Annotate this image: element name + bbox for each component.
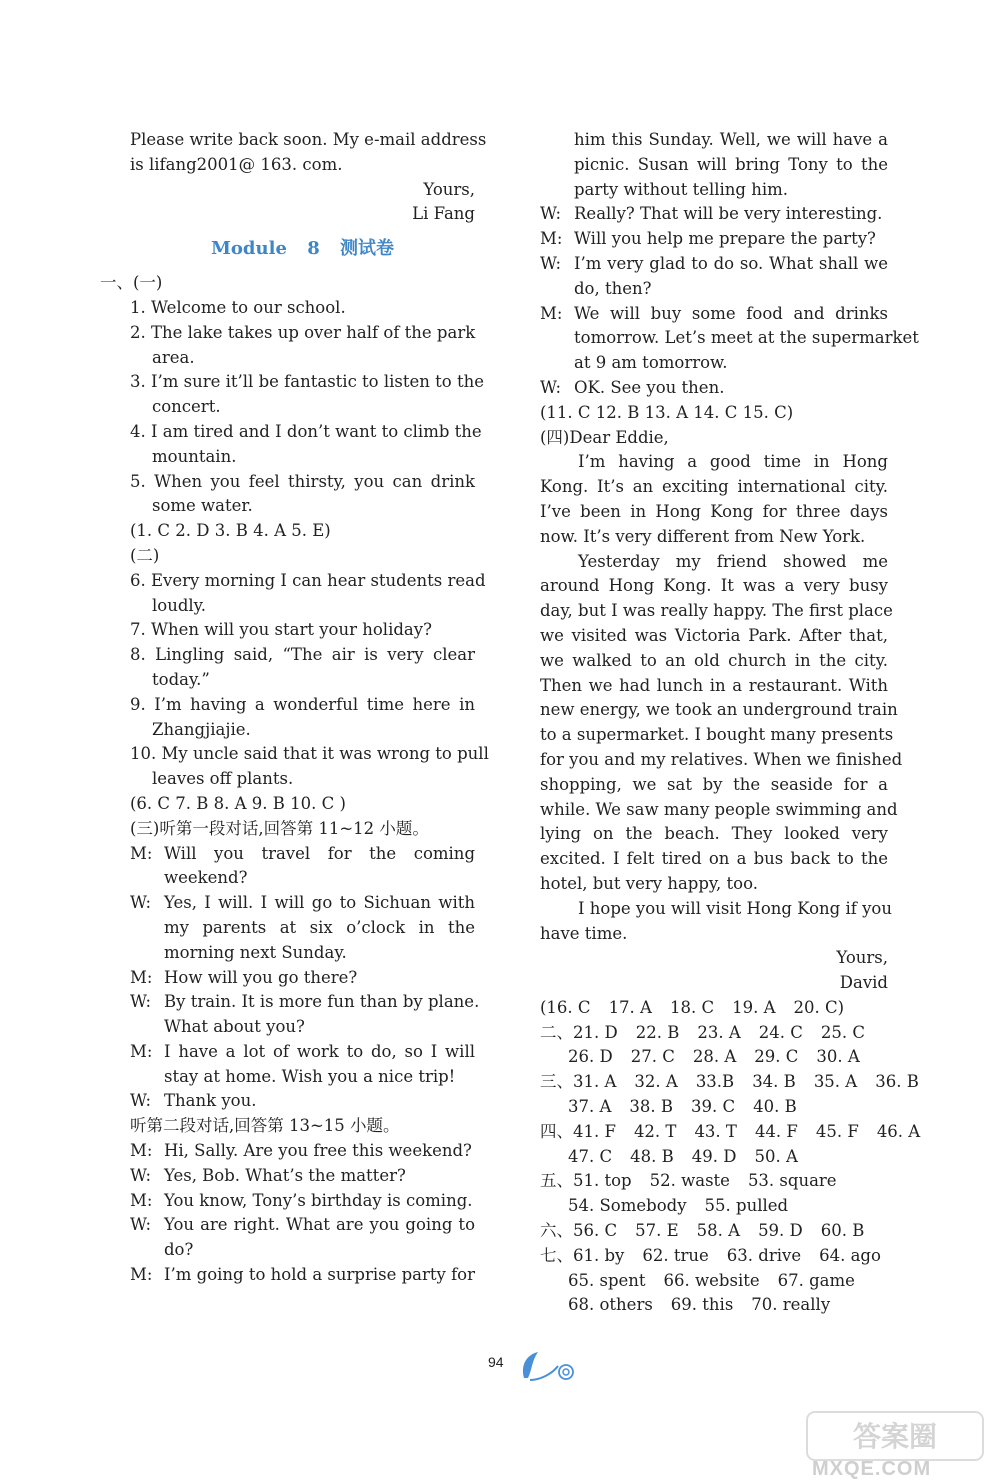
paragraph-line: I hope you will visit Hong Kong if you [578,898,892,918]
speaker-label [130,1238,164,1263]
answer-item: 42. T [633,1121,677,1141]
dialogue-text: What about you? [164,1017,305,1037]
dialogue-1 [130,842,480,1115]
section-7-answers [540,1244,888,1318]
answer-row [540,1269,888,1294]
paragraph-line: day, but I was really happy. The first place [540,601,893,621]
module-title-number: 8 [307,238,320,260]
answer-item: 50. A [754,1146,798,1166]
dialogue-line [130,966,475,991]
speaker-label: M: [130,843,153,863]
paragraph-line: hotel, but very happy, too. [540,873,758,893]
sub-section-4: (四)Dear Eddie, [540,427,669,447]
letter-end-line-1: Please write back soon. My e-mail address [130,130,487,149]
dialogue-line [540,277,888,302]
dialogue-line [540,326,919,351]
paragraph-line: shopping, we sat by the seaside for a [540,774,888,794]
answer-item: 三、31. A [540,1072,617,1092]
dialogue-2 [130,1139,475,1288]
dialogue-text: OK. See you then. [574,377,725,397]
question-3-line-2: concert. [152,397,221,417]
answer-item: 23. A [697,1022,741,1042]
answer-item: 47. C [568,1146,613,1166]
module-title-label: 测试卷 [340,238,394,260]
paragraph-line: Yesterday my friend showed me [578,551,888,571]
speaker-label [540,351,574,376]
dialogue-line [540,252,888,277]
speaker-label: M: [130,967,153,987]
dialogue-text: my parents at six o’clock in the [164,917,475,937]
dialogue-text: How will you go there? [164,967,358,987]
letter-paragraph-1 [540,450,888,549]
paragraph-line: lying on the beach. They looked very [540,824,888,844]
answer-item: 29. C [754,1047,799,1067]
answer-item: 68. others [568,1295,653,1315]
letter-paragraph-3 [540,897,892,947]
answer-item: 39. C [691,1097,736,1117]
dialogue-text: I have a lot of work to do, so I will [164,1041,475,1061]
question-2-line-2: area. [152,347,195,367]
answer-item: 63. drive [726,1245,802,1265]
answer-item: 24. C [758,1022,803,1042]
answer-item: 53. square [747,1171,837,1191]
paragraph-line: I’ve been in Hong Kong for three days [540,501,888,521]
dialogue-line [130,1189,475,1214]
module-title [130,227,475,271]
letter-paragraph-2 [540,550,903,897]
paragraph-line: new energy, we took an underground train [540,700,898,720]
answer-row [540,1070,919,1095]
answer-row [540,996,888,1021]
answer-item: 58. A [696,1221,741,1241]
section-6-answers [540,1219,888,1244]
question-9-line-2: Zhangjiajie. [152,719,251,739]
answer-item: 66. website [663,1270,760,1290]
answer-item: 36. B [875,1072,919,1092]
answer-item: 48. B [630,1146,674,1166]
speaker-label: W: [540,377,562,397]
question-4-line-2: mountain. [152,446,237,466]
answer-item: 45. F [815,1121,859,1141]
sub-section-3: (三)听第一段对话,回答第 11~12 小题。 [130,818,429,838]
question-10-line-2: leaves off plants. [152,769,294,789]
page-number: 94 [488,1354,504,1370]
dialogue-text: I’m going to hold a surprise party for [164,1265,475,1285]
answer-row [540,1145,888,1170]
section-1-header: 一、(一) [100,273,163,293]
dialogue-line [540,351,888,376]
answer-item: 25. C [820,1022,865,1042]
dialogue-text: Yes, I will. I will go to Sichuan with [164,893,475,913]
dialogue-line [130,891,475,916]
speaker-label [130,941,164,966]
paragraph-line: to a supermarket. I bought many presents [540,725,894,745]
dialogue-text: weekend? [164,868,248,888]
speaker-label [130,1015,164,1040]
dialogue-line [130,916,475,941]
answer-row [540,1021,888,1046]
answer-item: 26. D [568,1047,613,1067]
answer-item: 35. A [813,1072,858,1092]
question-9-line-1: 9. I’m having a wonderful time here in [130,694,475,714]
sub-section-3b: 听第二段对话,回答第 13~15 小题。 [130,1116,400,1136]
paragraph-line: have time. [540,923,628,943]
dialogue-line [540,376,888,401]
answer-item: 49. D [691,1146,737,1166]
answer-item: (16. C [540,997,591,1017]
answers-6-10: (6. C 7. B 8. A 9. B 10. C ) [130,793,346,813]
speaker-label: M: [130,1265,153,1285]
paragraph-line: for you and my relatives. When we finished [540,749,903,769]
answer-row [540,1120,921,1145]
dialogue-cont-line-2: picnic. Susan will bring Tony to the [574,154,888,174]
letter-end-line-2: is lifang2001@ 163. com. [130,154,343,174]
dialogue-line [130,1139,475,1164]
paragraph-line: I’m having a good time in Hong [578,452,888,472]
answer-item: 33.B [695,1072,735,1092]
dialogue-line [130,941,475,966]
watermark-logo-icon [805,1410,985,1462]
question-4-line-1: 4. I am tired and I don’t want to climb the [130,421,482,441]
dialogue-line [130,842,475,867]
speaker-label: W: [130,1165,152,1185]
answers-16-20 [540,996,888,1021]
dialogue-text: You are right. What are you going to [164,1215,475,1235]
dialogue-line [130,1238,475,1263]
answer-row [540,1045,888,1070]
answer-item: 30. A [816,1047,860,1067]
question-8-line-1: 8. Lingling said, “The air is very clear [130,645,475,665]
speaker-label: M: [130,1190,153,1210]
question-1: 1. Welcome to our school. [130,297,346,317]
answer-item: 44. F [754,1121,798,1141]
speaker-label: M: [130,1041,153,1061]
right-column [540,128,921,1318]
section-4-answers [540,1120,921,1170]
dialogue-line [130,1263,475,1288]
sub-section-2: (二) [130,545,160,565]
question-6-line-1: 6. Every morning I can hear students read [130,570,486,590]
answer-item: 65. spent [568,1270,646,1290]
answer-item: 32. A [634,1072,678,1092]
paragraph-line: we visited was Victoria Park. After that, [540,625,888,645]
dialogue-line [130,1040,475,1065]
answer-item: 64. ago [819,1245,881,1265]
dialogue-line [130,1015,475,1040]
paragraph-line: now. It’s very different from New York. [540,526,866,546]
answer-item: 69. this [670,1295,734,1315]
letter-closing-2: Yours, [836,948,888,968]
dialogue-text: By train. It is more fun than by plane. [164,992,480,1012]
speaker-label: W: [540,253,562,273]
dialogue-line [540,202,888,227]
dialogue-text: You know, Tony’s birthday is coming. [164,1190,473,1210]
question-5-line-1: 5. When you feel thirsty, you can drink [130,471,475,491]
answer-row [540,1169,888,1194]
letter-closing: Yours, [423,179,475,199]
left-column [100,128,489,1288]
answer-item: 19. A [732,997,776,1017]
section-3-answers [540,1070,919,1120]
dialogue-text: Really? That will be very interesting. [574,204,883,224]
answer-item: 五、51. top [540,1171,632,1191]
answer-item: 18. C [669,997,715,1017]
dialogue-line [540,227,888,252]
svg-text:答案圈: 答案圈 [852,1420,938,1453]
answer-item: 70. really [751,1295,831,1315]
answer-item: 62. true [642,1245,709,1265]
paragraph-line: Kong. It’s an exciting international city. [540,477,888,497]
answer-item: 四、41. F [540,1121,616,1141]
dialogue-line [540,302,888,327]
answer-item: 37. A [568,1097,612,1117]
answer-item: 60. B [820,1221,865,1241]
dialogue-cont-line-3: party without telling him. [574,179,789,199]
dialogue-text: morning next Sunday. [164,942,347,962]
answer-item: 59. D [758,1221,803,1241]
dialogue-line [130,990,480,1015]
speaker-label [130,916,164,941]
paragraph-line: excited. I felt tired on a bus back to the [540,849,888,869]
answer-item: 55. pulled [704,1196,789,1216]
answer-row [540,1194,888,1219]
speaker-label [130,1065,164,1090]
answer-item: 六、56. C [540,1221,618,1241]
dialogue-3 [540,202,919,400]
speaker-label: W: [130,1091,152,1111]
dialogue-line [130,1164,475,1189]
answer-item: 52. waste [649,1171,730,1191]
dialogue-text: Hi, Sally. Are you free this weekend? [164,1141,472,1161]
dialogue-line [130,1065,475,1090]
answer-item: 七、61. by [540,1245,625,1265]
question-8-line-2: today.” [152,669,210,689]
dialogue-text: do, then? [574,278,652,298]
dialogue-text: stay at home. Wish you a nice trip! [164,1066,456,1086]
answer-row [540,1219,888,1244]
dialogue-text: at 9 am tomorrow. [574,353,728,373]
dialogue-line [130,866,475,891]
answer-item: 67. game [777,1270,855,1290]
paragraph-line: around Hong Kong. It was a very busy [540,576,888,596]
dialogue-line [130,1213,475,1238]
answer-item: 二、21. D [540,1022,618,1042]
answers-11-15: (11. C 12. B 13. A 14. C 15. C) [540,402,794,422]
answer-item: 20. C) [793,997,845,1017]
answer-item: 40. B [753,1097,797,1117]
section-5-answers [540,1169,888,1219]
question-6-line-2: loudly. [152,595,207,615]
dialogue-text: Thank you. [164,1091,257,1111]
speaker-label: W: [130,893,152,913]
answer-item: 17. A [608,997,652,1017]
dialogue-text: Will you help me prepare the party? [574,229,876,249]
dialogue-text: do? [164,1240,194,1260]
letter-signature: Li Fang [412,204,475,224]
answer-item: 34. B [752,1072,796,1092]
answer-item: 46. A [876,1121,921,1141]
answers-1-5: (1. C 2. D 3. B 4. A 5. E) [130,521,331,541]
speaker-label: M: [540,303,563,323]
dialogue-text: Yes, Bob. What’s the matter? [164,1165,406,1185]
dialogue-text: I’m very glad to do so. What shall we [574,253,888,273]
letter-signature-2: David [839,973,888,993]
speaker-label: M: [130,1141,153,1161]
leaf-ornament-icon [518,1350,578,1384]
speaker-label [540,277,574,302]
question-7: 7. When will you start your holiday? [130,620,432,640]
watermark-text: MXQE.COM [812,1458,932,1480]
dialogue-text: We will buy some food and drinks [574,303,888,323]
section-2-answers [540,1021,888,1071]
answer-item: 38. B [629,1097,674,1117]
paragraph-line: while. We saw many people swimming and [540,799,898,819]
dialogue-line [130,1089,475,1114]
answer-item: 27. C [630,1047,675,1067]
paragraph-line: we walked to an old church in the city. [540,650,888,670]
module-title-word: Module [211,238,287,260]
answer-row [540,1244,888,1269]
answer-row [540,1095,888,1120]
question-10-line-1: 10. My uncle said that it was wrong to pull [130,744,489,764]
speaker-label [130,866,164,891]
dialogue-text: tomorrow. Let’s meet at the supermarket [574,328,919,348]
speaker-label: W: [130,992,152,1012]
question-5-line-2: some water. [152,496,253,516]
answer-row [540,1293,888,1318]
speaker-label: M: [540,229,563,249]
question-3-line-1: 3. I’m sure it’ll be fantastic to listen to the [130,372,484,392]
dialogue-cont-line-1: him this Sunday. Well, we will have a [574,130,888,149]
answer-item: 22. B [635,1022,680,1042]
paragraph-line: Then we had lunch in a restaurant. With [540,675,888,695]
speaker-label [540,326,574,351]
answer-item: 57. E [635,1221,679,1241]
speaker-label: W: [130,1215,152,1235]
answer-item: 54. Somebody [568,1196,687,1216]
dialogue-text: Will you travel for the coming [164,843,475,863]
question-2-line-1: 2. The lake takes up over half of the park [130,322,476,342]
answer-item: 28. A [692,1047,737,1067]
answer-item: 43. T [694,1121,737,1141]
speaker-label: W: [540,204,562,224]
